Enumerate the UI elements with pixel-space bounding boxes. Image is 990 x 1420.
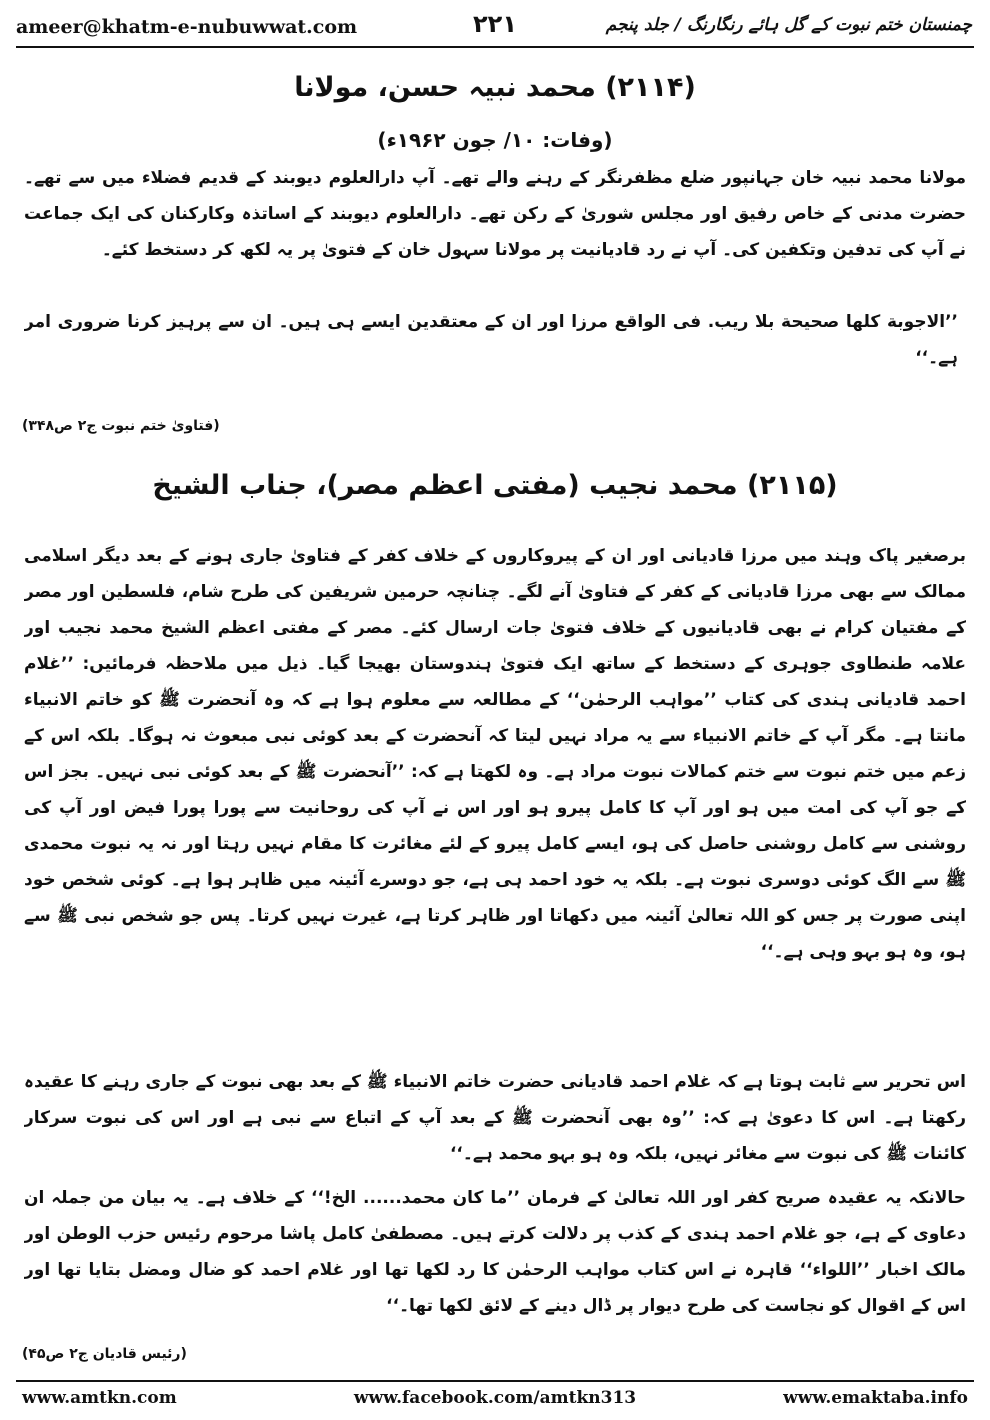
fatwa-paragraph-2115: برصغیر پاک وہند میں مرزا قادیانی اور ان کے پیروکاروں کے خلاف کفر کے فتاویٰ جاری ہونے کے بعد دیگر اسلامی ممالک سے بھی مرزا قادیانی کے کفر کے فتاویٰ آنے لگے۔ چنانچہ حرمین شریفین کی طرح شام، فلسطین اور مصر کے مفتیان کرام نے بھی قادیانیوں کے خلاف فتویٰ جات ارسال کئے۔ مصر کے مفتی اعظم الشیخ محمد نجیب اور علامہ طنطاوی جوہری کے دستخط کے ساتھ ایک فتویٰ ہندوستان بھیجا گیا۔ ذیل میں ملاحظہ فرمائیں: ’’غلام احمد قادیانی ہندی کی کتاب ’’مواہب الرحمٰن‘‘ کے مطالعہ سے معلوم ہوا ہے کہ وہ آنحضرت ﷺ کو خاتم الانبیاء مانتا ہے۔ مگر آپ کے خاتم الانبیاء سے یہ مراد نہیں لیتا کہ آنحضرت کے بعد کوئی نبی مبعوث نہ ہوگا۔ بلکہ اس کے زعم میں ختم نبوت سے ختم کمالات نبوت مراد ہے۔ وہ لکھتا ہے کہ: ’’آنحضرت ﷺ کے بعد کوئی نبی نہیں۔ بجز اس کے جو آپ کی امت میں ہو اور آپ کا کامل پیرو ہو اور اس نے آپ کی روحانیت سے پورا پورا فیض اور آپ کی روشنی سے کامل روشنی حاصل کی ہو، ایسے کامل پیرو کے لئے مغائرت کا مقام نہیں رہتا اور نہ یہ نبوت محمدی ﷺ سے الگ کوئی دوسری نبوت ہے۔ بلکہ یہ خود احمد ہی ہے، جو دوسرے آئینہ میں ظاہر ہوا ہے۔ کوئی شخص خود اپنی صورت پر جس کو اللہ تعالیٰ آئینہ میں دکھاتا اور ظاہر کرتا ہے، غیرت نہیں کرتا۔ پس جو شخص نبی ﷺ سے ہو، وہ ہو بہو وہی ہے۔‘‘ xyxy=(24,546,966,962)
footer-link-emaktaba[interactable]: www.emaktaba.info xyxy=(783,1388,968,1408)
book-title: چمنستان ختم نبوت کے گل ہائے رنگارنگ / جلد پنجم xyxy=(605,15,972,35)
header-email-link[interactable]: ameer@khatm-e-nubuwwat.com xyxy=(16,16,358,38)
refutation-paragraph: حالانکہ یہ عقیدہ صریح کفر اور اللہ تعالیٰ کے فرمان ’’ما كان محمد...... الخ!‘‘ کے خلاف ہے۔ یہ بیان من جملہ ان دعاوی کے ہے، جو غلام احمد ہندی کے کذب پر دلالت کرتے ہیں۔ مصطفیٰ کامل پاشا مرحوم رئیس حزب الوطن اور مالک اخبار ’’اللواء‘‘ قاہرہ نے اس کتاب مواہب الرحمٰن کا رد لکھا تھا اور غلام احمد کو ضال ومضل بتایا تھا اور اس کے اقوال کو نجاست کی طرح دیوار پر ڈال دینے کے لائق لکھا تھا۔‘‘ xyxy=(24,1188,966,1316)
death-date: (وفات: ۱۰/ جون ۱۹۶۲ء) xyxy=(377,128,613,152)
analysis-paragraph: اس تحریر سے ثابت ہوتا ہے کہ غلام احمد قادیانی حضرت خاتم الانبیاء ﷺ کے بعد بھی نبوت کے جاری رہنے کا عقیدہ رکھتا ہے۔ اس کا دعویٰ ہے کہ: ’’وہ بھی آنحضرت ﷺ کے بعد آپ کے اتباع سے نبی ہے اور اس کی نبوت سرکار کائنات ﷺ کی نبوت سے مغائر نہیں، بلکہ وہ ہو بہو محمد ہے۔‘‘ xyxy=(24,1072,966,1164)
page-footer xyxy=(0,1388,990,1414)
header-divider xyxy=(16,46,974,48)
page-header xyxy=(8,8,982,44)
reference-2115: (رئیس قادیان ج۲ ص۴۵) xyxy=(22,1346,187,1362)
section-title-2114: (۲۱۱۴) محمد نبیہ حسن، مولانا xyxy=(294,72,696,103)
footer-link-facebook[interactable]: www.facebook.com/amtkn313 xyxy=(353,1388,637,1408)
page-number: ۲۲۱ xyxy=(473,10,517,38)
bio-paragraph-2114: مولانا محمد نبیہ خان جہانپور ضلع مظفرنگر کے رہنے والے تھے۔ آپ دارالعلوم دیوبند کے قدیم فضلاء میں سے تھے۔ حضرت مدنی کے خاص رفیق اور مجلس شوریٰ کے رکن تھے۔ دارالعلوم دیوبند کے اساتذہ وکارکنان کی ایک جماعت نے آپ کی تدفین وتکفین کی۔ آپ نے رد قادیانیت پر مولانا سہول خان کے فتویٰ پر یہ لکھ کر دستخط کئے۔ xyxy=(24,168,966,260)
fatwa-quote-2114: ’’الاجوبة كلها صحيحة بلا ريب. فی الواقع مرزا اور ان کے معتقدین ایسے ہی ہیں۔ ان سے پرہیز کرنا ضروری امر ہے۔‘‘ xyxy=(24,312,958,368)
footer-link-amtkn[interactable]: www.amtkn.com xyxy=(22,1388,177,1408)
section-title-2115: (۲۱۱۵) محمد نجیب (مفتی اعظم مصر)، جناب الشیخ xyxy=(152,470,838,501)
footer-divider xyxy=(16,1380,974,1382)
reference-2114: (فتاویٰ ختم نبوت ج۲ ص۳۴۸) xyxy=(22,418,220,434)
